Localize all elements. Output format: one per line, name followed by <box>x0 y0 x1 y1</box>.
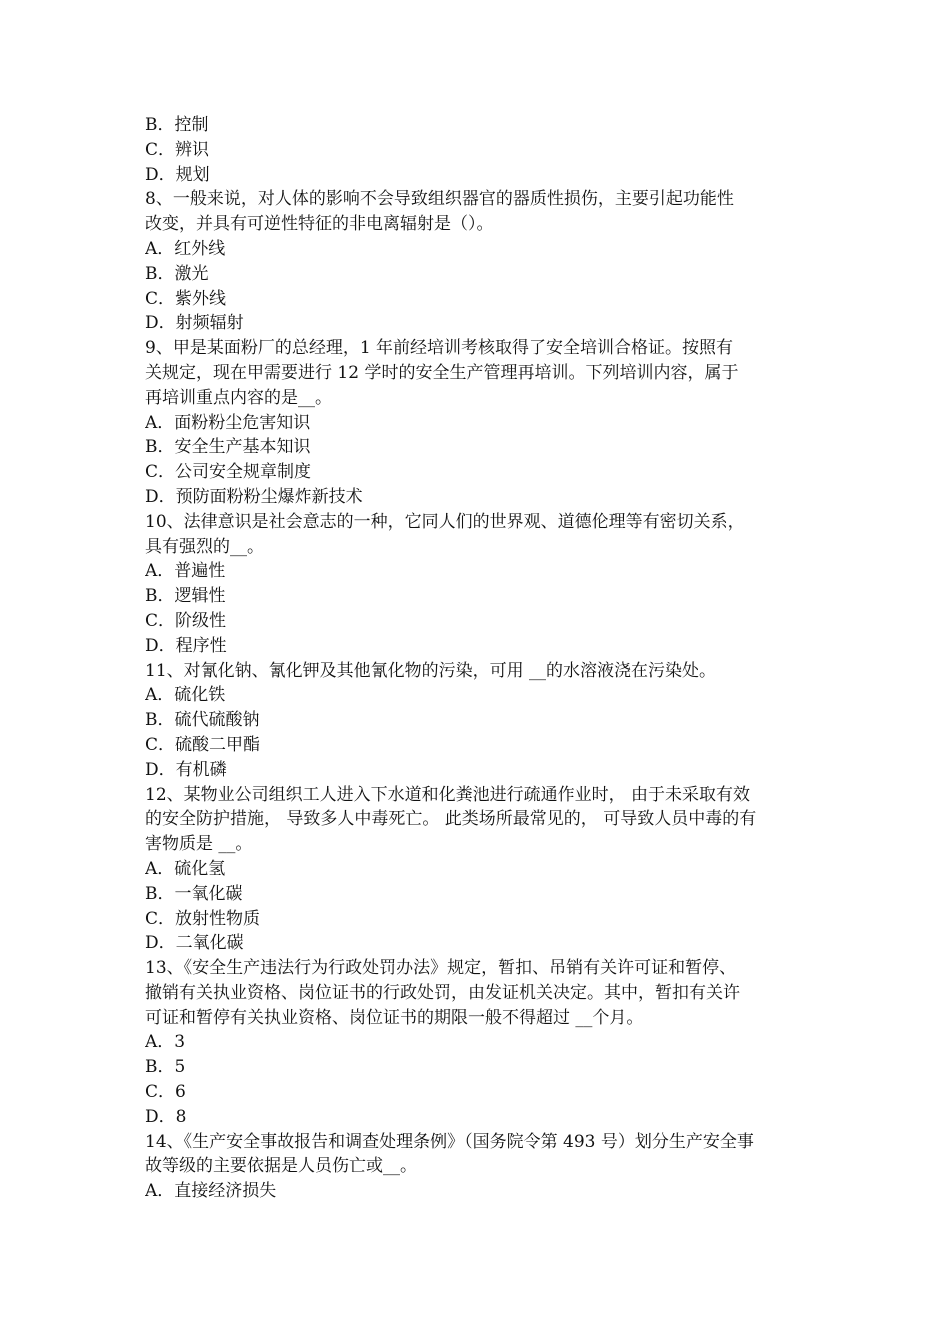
text-line: C．公司安全规章制度 <box>145 462 312 483</box>
text-line: A．红外线 <box>145 238 226 259</box>
text-line: 11、对氰化钠、氰化钾及其他氰化物的污染，可用 __的水溶液浇在污染处。 <box>145 660 717 681</box>
text-line: D．8 <box>145 1106 187 1127</box>
question-text-body <box>145 113 810 1204</box>
text-line: C．硫酸二甲酯 <box>145 734 261 755</box>
text-line: 故等级的主要依据是人员伤亡或__。 <box>145 1156 417 1177</box>
text-line: C．辨识 <box>145 139 210 160</box>
text-line: D．程序性 <box>145 635 227 656</box>
text-line: C．放射性物质 <box>145 908 261 929</box>
text-line: C．6 <box>145 1082 186 1103</box>
text-line: D．规划 <box>145 164 210 185</box>
text-line: 害物质是 __。 <box>145 834 253 855</box>
text-line: A．普遍性 <box>145 561 226 582</box>
text-line: 的安全防护措施， 导致多人中毒死亡。 此类场所最常见的， 可导致人员中毒的有 <box>145 809 757 830</box>
text-line: B．激光 <box>145 263 209 284</box>
text-line: 再培训重点内容的是__。 <box>145 387 332 408</box>
text-line: D．射频辐射 <box>145 313 244 334</box>
text-line: B．5 <box>145 1057 186 1078</box>
text-line: 10、法律意识是社会意志的一种，它同人们的世界观、道德伦理等有密切关系， <box>145 511 745 532</box>
text-line: B．硫代硫酸钠 <box>145 710 260 731</box>
text-line: A．直接经济损失 <box>145 1181 277 1202</box>
text-line: D．二氧化碳 <box>145 933 244 954</box>
text-line: 撤销有关执业资格、岗位证书的行政处罚，由发证机关决定。其中，暂扣有关许 <box>145 982 740 1003</box>
text-line: B．安全生产基本知识 <box>145 437 311 458</box>
text-line: C．阶级性 <box>145 610 227 631</box>
text-line: D．预防面粉粉尘爆炸新技术 <box>145 486 363 507</box>
text-line: A．3 <box>145 1032 186 1053</box>
text-line: A．面粉粉尘危害知识 <box>145 412 311 433</box>
text-line: B．逻辑性 <box>145 586 226 607</box>
text-line: 具有强烈的__。 <box>145 536 264 557</box>
text-line: 改变，并具有可逆性特征的非电离辐射是（）。 <box>145 214 494 235</box>
text-line: A．硫化铁 <box>145 685 226 706</box>
text-line: 12、某物业公司组织工人进入下水道和化粪池进行疏通作业时， 由于未采取有效 <box>145 784 751 805</box>
text-line: 9、甲是某面粉厂的总经理，1 年前经培训考核取得了安全培训合格证。按照有 <box>145 338 734 359</box>
text-line: 可证和暂停有关执业资格、岗位证书的期限一般不得超过 __个月。 <box>145 1007 644 1028</box>
text-line: B．控制 <box>145 115 209 135</box>
text-line: C．紫外线 <box>145 288 227 309</box>
text-line: 8、一般来说，对人体的影响不会导致组织器官的器质性损伤，主要引起功能性 <box>145 189 734 210</box>
text-line: B．一氧化碳 <box>145 883 243 904</box>
text-line: 13、《安全生产违法行为行政处罚办法》规定，暂扣、吊销有关许可证和暂停、 <box>145 958 737 979</box>
text-line: 14、《生产安全事故报告和调查处理条例》（国务院令第 493 号）划分生产安全事 <box>145 1131 754 1152</box>
text-line: 关规定，现在甲需要进行 12 学时的安全生产管理再培训。下列培训内容，属于 <box>145 362 739 383</box>
text-line: A．硫化氢 <box>145 858 226 879</box>
text-line: D．有机磷 <box>145 759 227 780</box>
